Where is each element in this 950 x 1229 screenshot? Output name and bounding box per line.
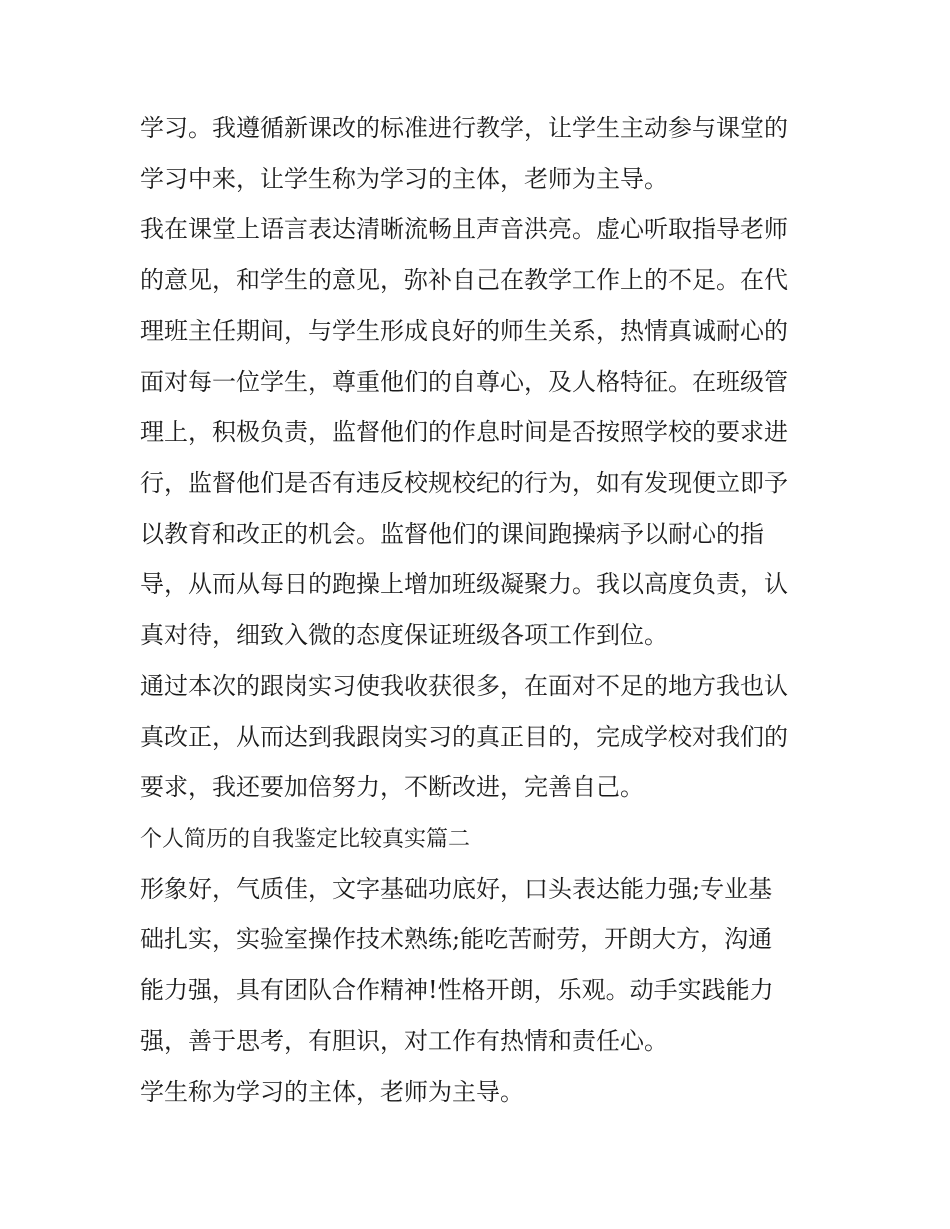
- text-line-1: 学习。我遵循新课改的标准进行教学，让学生主动参与课堂的: [140, 114, 788, 142]
- text-line-2: 学习中来，让学生称为学习的主体，老师为主导。: [140, 165, 668, 193]
- text-line-8: 行，监督他们是否有违反校规校纪的行为，如有发现便立即予: [140, 469, 788, 497]
- section-heading: 个人简历的自我鉴定比较真实篇二: [140, 827, 471, 852]
- text-line-18: 能力强，具有团队合作精神!性格开朗，乐观。动手实践能力: [140, 976, 774, 1004]
- text-line-7: 理上，积极负责，监督他们的作息时间是否按照学校的要求进: [140, 418, 788, 446]
- text-line-13: 真改正，从而达到我跟岗实习的真正目的，完成学校对我们的: [140, 723, 788, 751]
- text-line-16: 形象好，气质佳，文字基础功底好，口头表达能力强;专业基: [140, 875, 773, 903]
- text-line-17: 础扎实，实验室操作技术熟练;能吃苦耐劳，开朗大方，沟通: [140, 925, 773, 953]
- text-line-14: 要求，我还要加倍努力，不断改进，完善自己。: [140, 773, 644, 801]
- text-line-10: 导，从而从每日的跑操上增加班级凝聚力。我以高度负责，认: [140, 570, 788, 598]
- text-line-20: 学生称为学习的主体，老师为主导。: [140, 1078, 524, 1106]
- text-line-3: 我在课堂上语言表达清晰流畅且声音洪亮。虚心听取指导老师: [140, 215, 788, 243]
- text-line-9: 以教育和改正的机会。监督他们的课间跑操病予以耐心的指: [140, 520, 764, 548]
- text-line-12: 通过本次的跟岗实习使我收获很多，在面对不足的地方我也认: [140, 672, 788, 700]
- text-line-5: 理班主任期间，与学生形成良好的师生关系，热情真诚耐心的: [140, 317, 788, 345]
- text-line-6: 面对每一位学生，尊重他们的自尊心，及人格特征。在班级管: [140, 368, 788, 396]
- text-line-19: 强，善于思考，有胆识，对工作有热情和责任心。: [140, 1027, 668, 1055]
- text-line-4: 的意见，和学生的意见，弥补自己在教学工作上的不足。在代: [140, 266, 788, 294]
- text-line-11: 真对待，细致入微的态度保证班级各项工作到位。: [140, 621, 668, 649]
